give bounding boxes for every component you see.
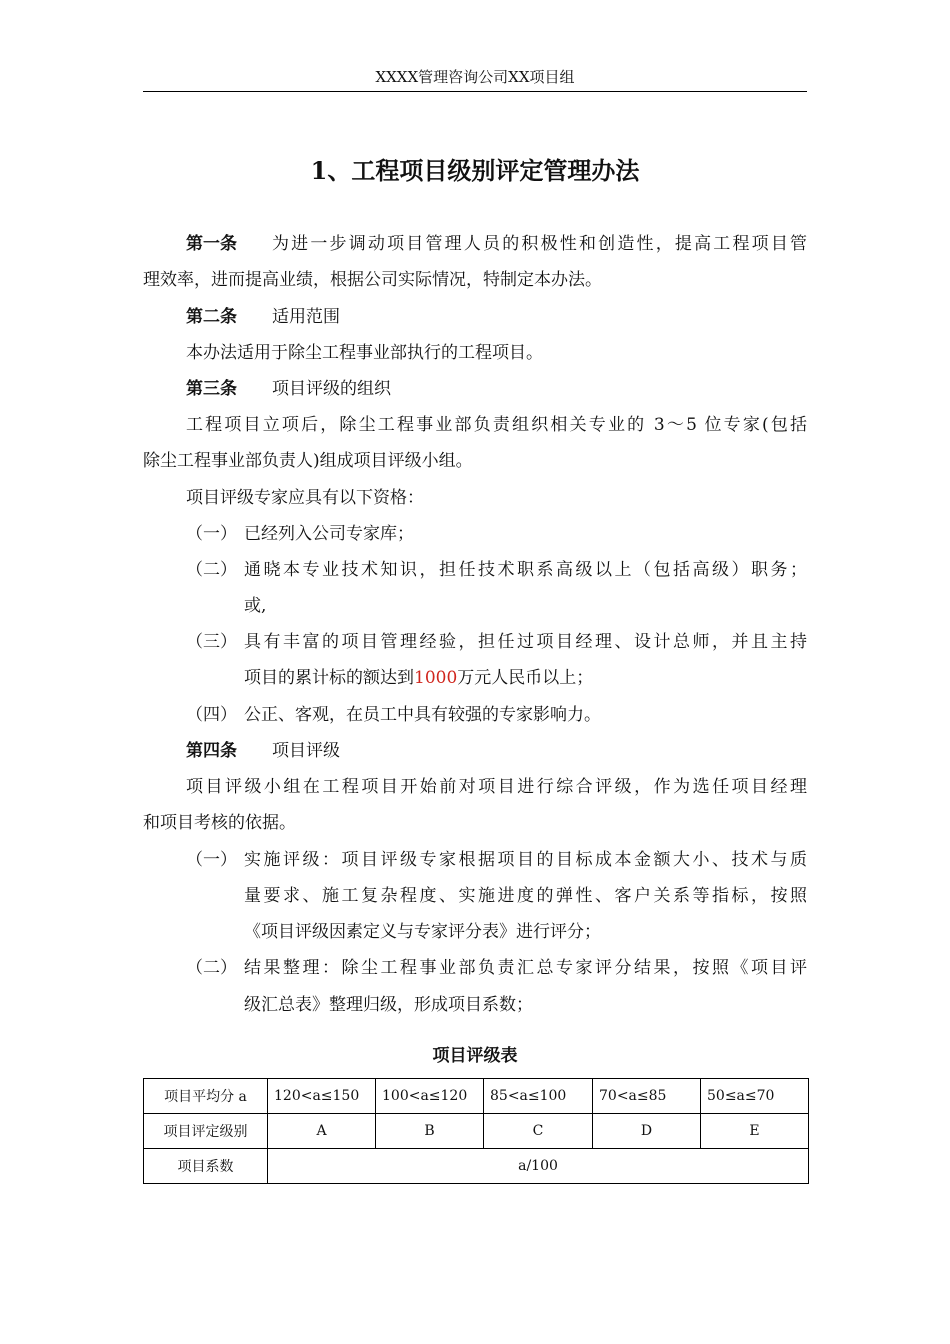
table-row [144, 1114, 809, 1149]
page-header: XXXX管理咨询公司XX项目组 [375, 68, 575, 86]
table-cell: E [701, 1114, 809, 1149]
project-grade-table [143, 1078, 809, 1184]
table-cell: D [593, 1114, 701, 1149]
step-1-line-3: 《项目评级因素定义与专家评分表》进行评分； [244, 922, 601, 942]
article-2-label: 第二条 [186, 307, 237, 327]
qualification-intro: 项目评级专家应具有以下资格： [186, 488, 424, 508]
qualification-2-marker: （二） [186, 560, 237, 580]
article-1-line-2: 理效率，进而提高业绩，根据公司实际情况，特制定本办法。 [143, 270, 602, 290]
table-caption: 项目评级表 [432, 1046, 518, 1066]
qualification-4-marker: （四） [186, 705, 237, 725]
article-1-line-1: 为进一步调动项目管理人员的积极性和创造性，提高工程项目管 [272, 234, 807, 254]
table-cell: 50≤a≤70 [701, 1079, 809, 1114]
article-2-body: 本办法适用于除尘工程事业部执行的工程项目。 [186, 343, 543, 363]
step-1-line-2: 量要求、施工复杂程度、实施进度的弹性、客户关系等指标，按照 [244, 886, 807, 906]
qualification-2-line-2: 或, [244, 596, 267, 616]
table-cell: B [376, 1114, 484, 1149]
step-2-line-1: 结果整理：除尘工程事业部负责汇总专家评分结果，按照《项目评 [244, 958, 807, 978]
qualification-2-line-1: 通晓本专业技术知识，担任技术职系高级以上（包括高级）职务； [244, 560, 807, 580]
qualification-1-marker: （一） [186, 524, 237, 544]
table-cell: 85<a≤100 [484, 1079, 593, 1114]
article-4-label: 第四条 [186, 741, 237, 761]
qualification-3-line-2 [244, 660, 593, 696]
article-4-line-1: 项目评级小组在工程项目开始前对项目进行综合评级，作为选任项目经理 [186, 777, 807, 797]
table-cell: C [484, 1114, 593, 1149]
article-2-heading: 适用范围 [272, 307, 340, 327]
table-cell: 项目评定级别 [144, 1114, 268, 1149]
article-1-label-bold: 第一条 [186, 234, 237, 254]
article-3-heading: 项目评级的组织 [272, 379, 391, 399]
table-cell: 项目系数 [144, 1149, 268, 1184]
qualification-3-marker: （三） [186, 632, 237, 652]
article-4-line-2: 和项目考核的依据。 [143, 813, 296, 833]
qualification-1-text: 已经列入公司专家库； [244, 524, 414, 544]
amount-highlight: 1000 [414, 668, 458, 688]
table-cell: 70<a≤85 [593, 1079, 701, 1114]
table-cell: 120<a≤150 [268, 1079, 376, 1114]
header-rule [143, 91, 807, 92]
step-2-marker: （二） [186, 958, 237, 978]
table-cell: A [268, 1114, 376, 1149]
table-row [144, 1149, 809, 1184]
article-3-line-1: 工程项目立项后，除尘工程事业部负责组织相关专业的 3～5 位专家(包括 [186, 415, 807, 435]
qualification-4-text: 公正、客观，在员工中具有较强的专家影响力。 [244, 705, 601, 725]
step-2-line-2: 级汇总表》整理归级，形成项目系数； [244, 995, 533, 1015]
qualification-3-prefix: 项目的累计标的额达到 [244, 668, 414, 688]
table-cell: 100<a≤120 [376, 1079, 484, 1114]
article-3-line-2: 除尘工程事业部负责人)组成项目评级小组。 [143, 451, 473, 471]
qualification-3-line-1: 具有丰富的项目管理经验，担任过项目经理、设计总师，并且主持 [244, 632, 807, 652]
document-title: 1、工程项目级别评定管理办法 [310, 156, 640, 185]
step-1-line-1: 实施评级：项目评级专家根据项目的目标成本金额大小、技术与质 [244, 850, 807, 870]
table-cell: a/100 [268, 1149, 809, 1184]
step-1-marker: （一） [186, 850, 237, 870]
table-row [144, 1079, 809, 1114]
article-3-label: 第三条 [186, 379, 237, 399]
table-cell: 项目平均分 a [144, 1079, 268, 1114]
qualification-3-suffix: 万元人民币以上； [457, 668, 594, 688]
article-4-heading: 项目评级 [272, 741, 340, 761]
